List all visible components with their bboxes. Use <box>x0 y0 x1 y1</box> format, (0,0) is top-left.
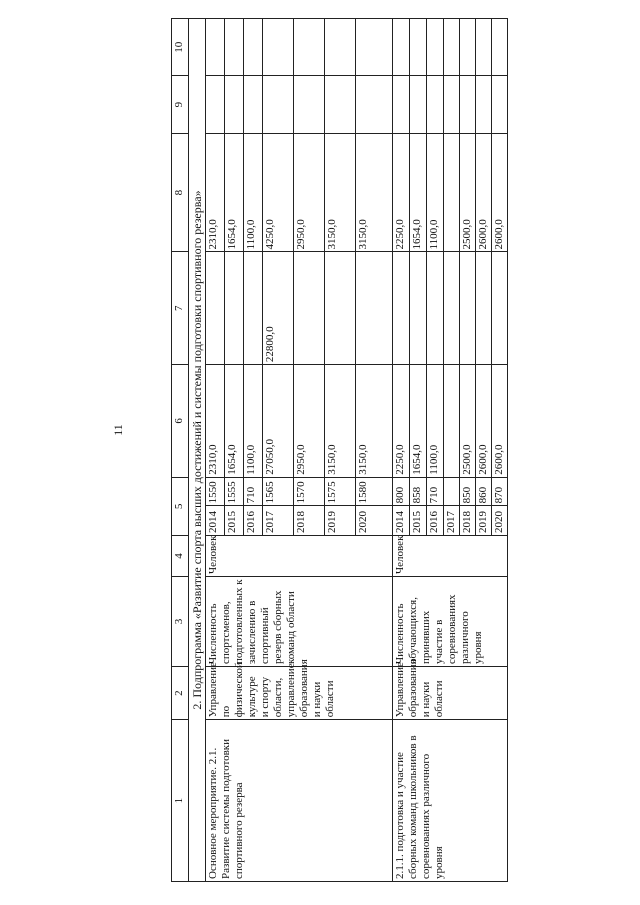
column-number-row <box>172 19 189 882</box>
empty-col10-cell <box>325 19 356 76</box>
indicator-value-cell: 860 <box>476 477 492 506</box>
total-funding-cell: 2600,0 <box>476 365 492 478</box>
regional-funding-cell: 3150,0 <box>325 133 356 252</box>
regional-funding-cell: 2600,0 <box>492 133 508 252</box>
section-title: 2. Подпрограмма «Развитие спорта высших достижений и системы подготовки спортивного резерва» <box>189 19 206 882</box>
year-cell: 2015 <box>410 506 427 536</box>
event-cell: Основное мероприятие. 2.1. Развитие системы подготовки спортивного резерва <box>206 720 393 882</box>
indicator-value-cell: 1580 <box>356 477 393 506</box>
column-number: 7 <box>172 252 189 365</box>
empty-col9-cell <box>225 76 244 133</box>
total-funding-cell: 3150,0 <box>356 365 393 478</box>
total-funding-cell: 1654,0 <box>225 365 244 478</box>
indicator-value-cell: 800 <box>393 477 410 506</box>
page-number: 11 <box>111 424 125 436</box>
federal-funding-cell <box>460 252 476 365</box>
federal-funding-cell <box>427 252 444 365</box>
indicator-value-cell: 710 <box>244 477 263 506</box>
empty-col9-cell <box>244 76 263 133</box>
column-number: 2 <box>172 667 189 720</box>
total-funding-cell: 1654,0 <box>410 365 427 478</box>
empty-col10-cell <box>393 19 410 76</box>
empty-col9-cell <box>444 76 460 133</box>
indicator-cell: Численность обучающихся, принявших участие в соревнованиях различного уровня <box>393 576 508 666</box>
year-cell: 2018 <box>460 506 476 536</box>
empty-col9-cell <box>492 76 508 133</box>
column-number: 9 <box>172 76 189 133</box>
total-funding-cell: 2250,0 <box>393 365 410 478</box>
table-row <box>393 19 410 882</box>
regional-funding-cell: 1100,0 <box>427 133 444 252</box>
regional-funding-cell: 2500,0 <box>460 133 476 252</box>
total-funding-cell: 1100,0 <box>244 365 263 478</box>
column-number: 1 <box>172 720 189 882</box>
regional-funding-cell: 2600,0 <box>476 133 492 252</box>
total-funding-cell: 27050,0 <box>263 365 294 478</box>
regional-funding-cell: 2950,0 <box>294 133 325 252</box>
indicator-value-cell: 850 <box>460 477 476 506</box>
unit-cell: Человек <box>393 536 508 577</box>
empty-col10-cell <box>356 19 393 76</box>
federal-funding-cell <box>393 252 410 365</box>
indicator-value-cell: 1565 <box>263 477 294 506</box>
year-cell: 2020 <box>356 506 393 536</box>
empty-col9-cell <box>206 76 225 133</box>
federal-funding-cell <box>294 252 325 365</box>
year-cell: 2018 <box>294 506 325 536</box>
indicator-value-cell: 858 <box>410 477 427 506</box>
year-cell: 2016 <box>427 506 444 536</box>
empty-col10-cell <box>206 19 225 76</box>
federal-funding-cell <box>356 252 393 365</box>
federal-funding-cell <box>492 252 508 365</box>
total-funding-cell: 2500,0 <box>460 365 476 478</box>
empty-col9-cell <box>427 76 444 133</box>
empty-col10-cell <box>294 19 325 76</box>
executor-cell: Управление по физической культуре и спорту области, управление образования и науки области <box>206 667 393 720</box>
empty-col10-cell <box>460 19 476 76</box>
empty-col10-cell <box>263 19 294 76</box>
federal-funding-cell <box>476 252 492 365</box>
year-cell: 2014 <box>393 506 410 536</box>
regional-funding-cell: 2310,0 <box>206 133 225 252</box>
regional-funding-cell: 3150,0 <box>356 133 393 252</box>
regional-funding-cell <box>444 133 460 252</box>
year-cell: 2019 <box>325 506 356 536</box>
year-cell: 2019 <box>476 506 492 536</box>
empty-col9-cell <box>294 76 325 133</box>
indicator-value-cell: 1550 <box>206 477 225 506</box>
column-number: 4 <box>172 536 189 577</box>
year-cell: 2020 <box>492 506 508 536</box>
federal-funding-cell <box>206 252 225 365</box>
year-cell: 2014 <box>206 506 225 536</box>
unit-cell: Человек <box>206 536 393 577</box>
total-funding-cell: 1100,0 <box>427 365 444 478</box>
empty-col10-cell <box>410 19 427 76</box>
year-cell: 2017 <box>444 506 460 536</box>
indicator-value-cell: 870 <box>492 477 508 506</box>
empty-col9-cell <box>325 76 356 133</box>
regional-funding-cell: 4250,0 <box>263 133 294 252</box>
column-number: 8 <box>172 133 189 252</box>
executor-cell: Управление образования и науки области <box>393 667 508 720</box>
empty-col9-cell <box>460 76 476 133</box>
empty-col9-cell <box>476 76 492 133</box>
federal-funding-cell <box>325 252 356 365</box>
block-sport-reserve <box>206 19 393 882</box>
federal-funding-cell <box>444 252 460 365</box>
total-funding-cell: 2600,0 <box>492 365 508 478</box>
empty-col10-cell <box>244 19 263 76</box>
total-funding-cell: 3150,0 <box>325 365 356 478</box>
total-funding-cell: 2310,0 <box>206 365 225 478</box>
indicator-value-cell: 1570 <box>294 477 325 506</box>
federal-funding-cell <box>244 252 263 365</box>
federal-funding-cell <box>225 252 244 365</box>
total-funding-cell: 2950,0 <box>294 365 325 478</box>
empty-col9-cell <box>410 76 427 133</box>
column-number: 6 <box>172 365 189 478</box>
table-row <box>206 19 225 882</box>
section-title-row <box>189 19 206 882</box>
indicator-cell: Численность спортсменов, подготовленных к зачислению в спортивный резерв сборных команд области <box>206 576 393 666</box>
empty-col10-cell <box>225 19 244 76</box>
program-table <box>171 18 506 882</box>
indicator-value-cell: 710 <box>427 477 444 506</box>
column-number: 3 <box>172 576 189 666</box>
indicator-value-cell <box>444 477 460 506</box>
indicator-value-cell: 1575 <box>325 477 356 506</box>
total-funding-cell <box>444 365 460 478</box>
block-school-teams <box>393 19 508 882</box>
year-cell: 2015 <box>225 506 244 536</box>
column-number: 10 <box>172 19 189 76</box>
indicator-value-cell: 1555 <box>225 477 244 506</box>
regional-funding-cell: 1654,0 <box>410 133 427 252</box>
regional-funding-cell: 1100,0 <box>244 133 263 252</box>
empty-col9-cell <box>393 76 410 133</box>
year-cell: 2016 <box>244 506 263 536</box>
year-cell: 2017 <box>263 506 294 536</box>
federal-funding-cell <box>410 252 427 365</box>
empty-col10-cell <box>444 19 460 76</box>
empty-col10-cell <box>476 19 492 76</box>
empty-col10-cell <box>427 19 444 76</box>
regional-funding-cell: 2250,0 <box>393 133 410 252</box>
event-cell: 2.1.1. подготовка и участие сборных команд школьников в соревнованиях различного уровня <box>393 720 508 882</box>
regional-funding-cell: 1654,0 <box>225 133 244 252</box>
column-number: 5 <box>172 477 189 535</box>
empty-col9-cell <box>356 76 393 133</box>
empty-col10-cell <box>492 19 508 76</box>
federal-funding-cell: 22800,0 <box>263 252 294 365</box>
empty-col9-cell <box>263 76 294 133</box>
